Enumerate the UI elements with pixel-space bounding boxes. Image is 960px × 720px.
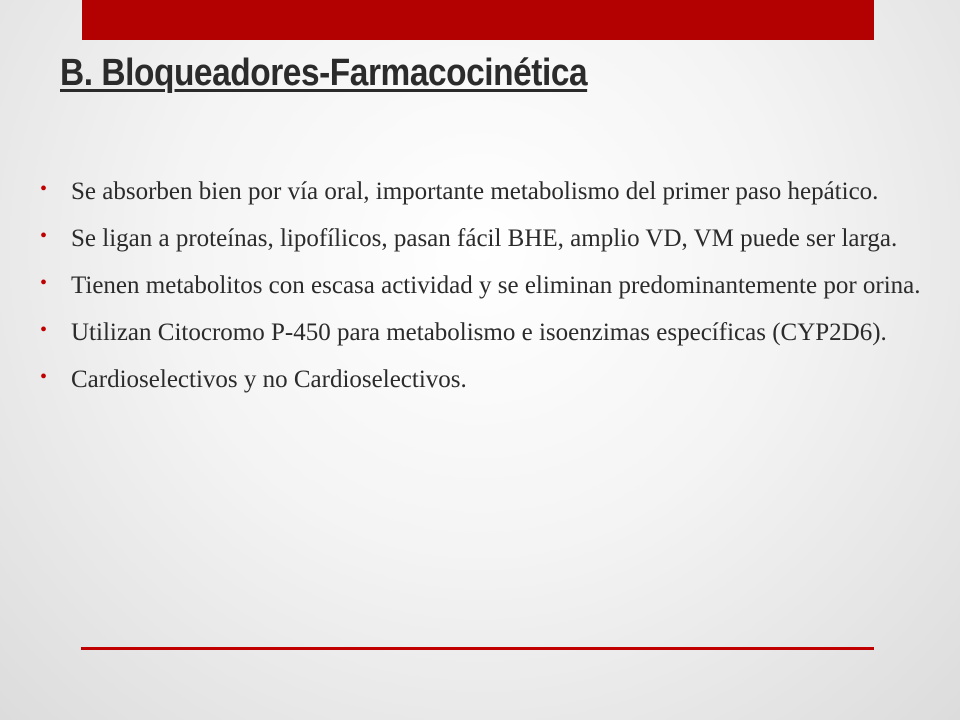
top-accent-bar <box>82 0 874 40</box>
bullet-item <box>40 362 925 397</box>
bullet-text: Cardioselectivos y no Cardioselectivos. <box>71 366 467 393</box>
bullet-text: Se ligan a proteínas, lipofílicos, pasan fácil BHE, amplio VD, VM puede ser larga. <box>71 225 898 252</box>
bullet-dot-icon: • <box>40 319 48 341</box>
bullet-dot-icon: • <box>40 366 48 388</box>
bullet-text: Tienen metabolitos con escasa actividad y se eliminan predominantemente por orina. <box>71 272 921 299</box>
bottom-divider <box>81 647 874 650</box>
bullet-text: Utilizan Citocromo P-450 para metabolismo e isoenzimas específicas (CYP2D6). <box>71 319 887 346</box>
bullet-dot-icon: • <box>40 178 48 200</box>
bullet-item <box>40 174 925 209</box>
bullet-text: Se absorben bien por vía oral, importante metabolismo del primer paso hepático. <box>71 178 879 205</box>
bullet-list <box>40 174 925 409</box>
bullet-dot-icon: • <box>40 272 48 294</box>
bullet-dot-icon: • <box>40 225 48 247</box>
bullet-item <box>40 268 925 303</box>
bullet-item <box>40 315 925 350</box>
slide-title: B. Bloqueadores-Farmacocinética <box>60 52 588 94</box>
bullet-item <box>40 221 925 256</box>
